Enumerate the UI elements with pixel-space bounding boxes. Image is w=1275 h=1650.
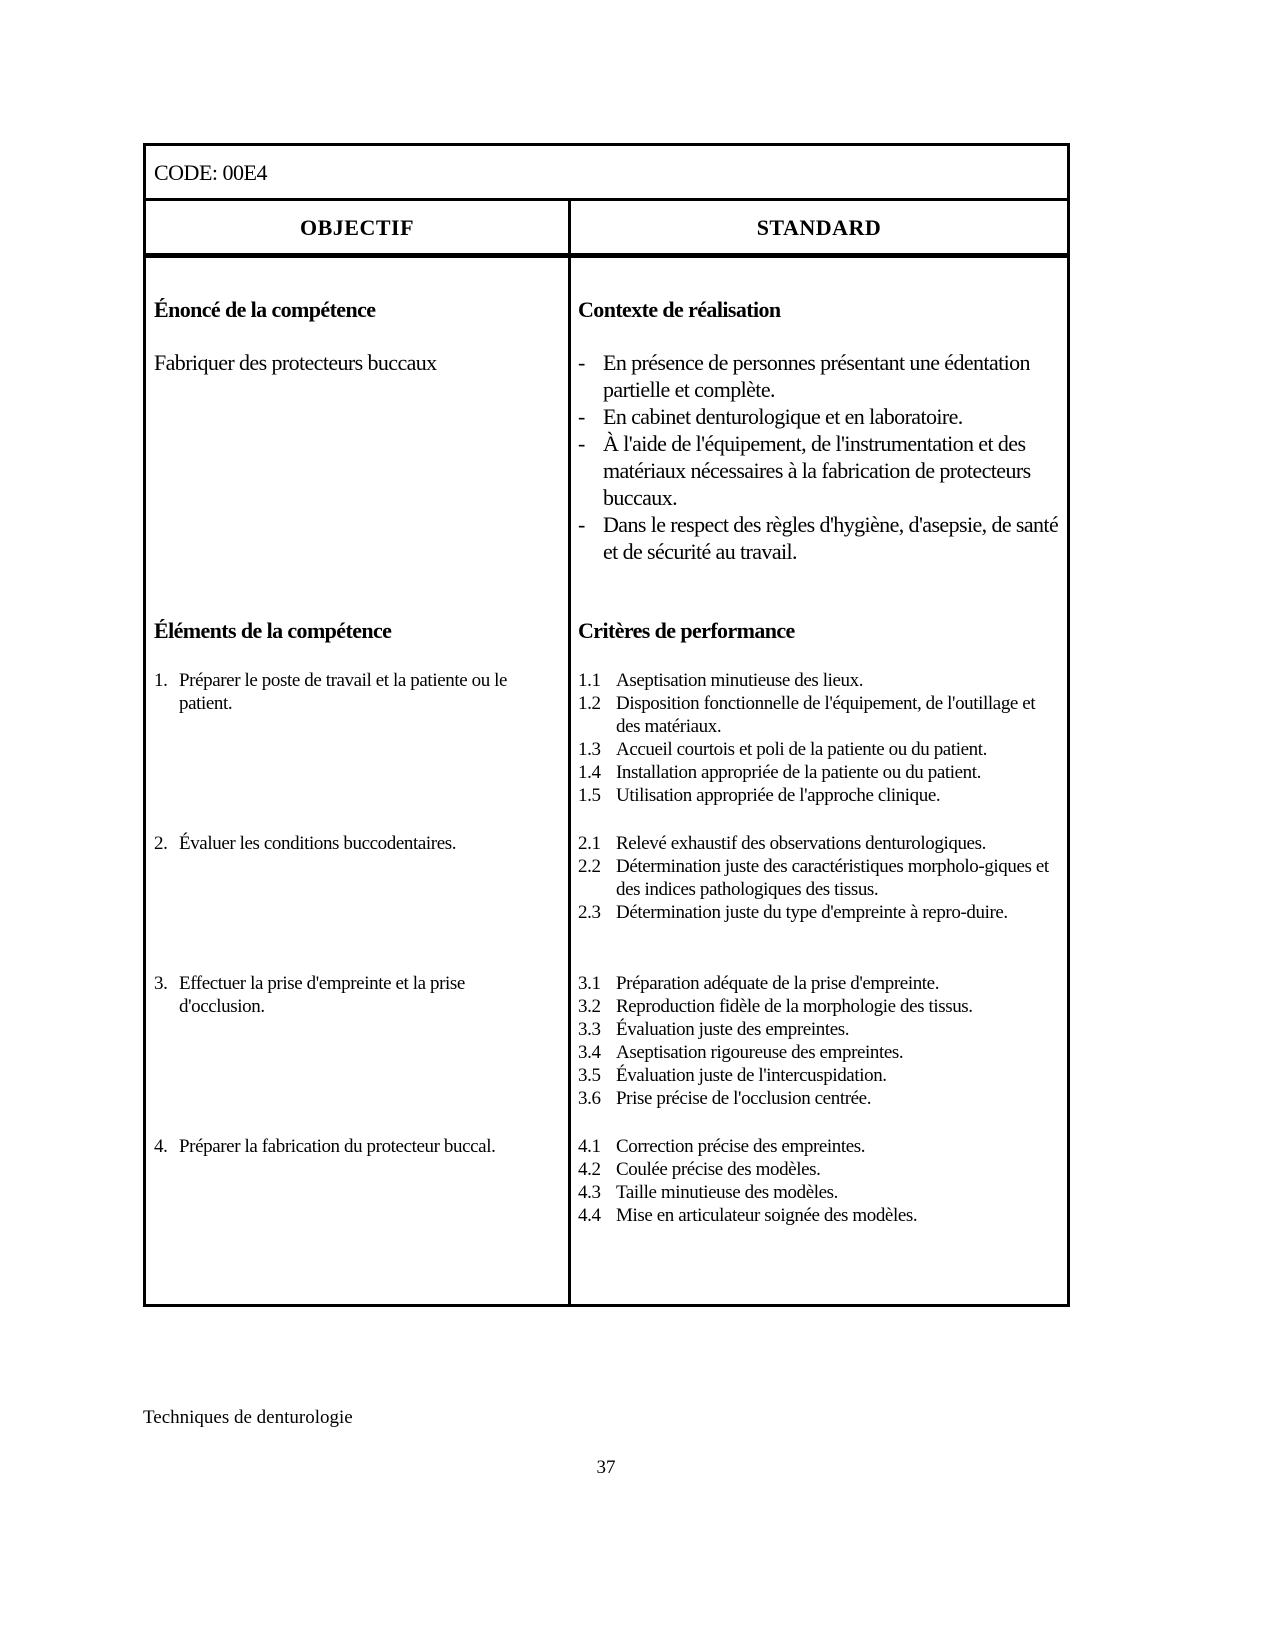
criteres-title: Critères de performance bbox=[578, 618, 795, 643]
criteria-group-3 bbox=[578, 972, 1063, 1110]
criterion: 2.3 Détermination juste du type d'empreinte à repro-duire. bbox=[578, 902, 1008, 923]
code-row bbox=[146, 146, 1067, 201]
criterion: 4.3 Taille minutieuse des modèles. bbox=[578, 1182, 839, 1203]
criterion: 4.4 Mise en articulateur soignée des modèles. bbox=[578, 1205, 918, 1226]
element-4: 4. Préparer la fabrication du protecteur buccal. bbox=[154, 1136, 496, 1157]
criterion: 3.4 Aseptisation rigoureuse des empreintes. bbox=[578, 1042, 904, 1063]
elements-title: Éléments de la compétence bbox=[154, 618, 392, 643]
criterion: 2.1 Relevé exhaustif des observations denturologiques. bbox=[578, 833, 986, 854]
criterion: 3.6 Prise précise de l'occlusion centrée. bbox=[578, 1088, 872, 1109]
enonce-title: Énoncé de la compétence bbox=[154, 297, 376, 322]
criterion: 3.1 Préparation adéquate de la prise d'empreinte. bbox=[578, 973, 940, 994]
criterion: 4.1 Correction précise des empreintes. bbox=[578, 1136, 866, 1157]
criteria-group-2 bbox=[578, 832, 1063, 924]
criterion: 1.5 Utilisation appropriée de l'approche clinique. bbox=[578, 785, 941, 806]
header-standard: STANDARD bbox=[756, 215, 882, 240]
criteria-group-4 bbox=[578, 1135, 1063, 1227]
criteria-group-1 bbox=[578, 669, 1063, 807]
criterion: 2.2 Détermination juste des caractéristiques morpholo-giques et des indices pathologiques des tissus. bbox=[578, 856, 1049, 900]
contexte-title: Contexte de réalisation bbox=[578, 297, 781, 322]
contexte-item: - En cabinet denturologique et en laboratoire. bbox=[578, 404, 963, 429]
header-row bbox=[146, 201, 1067, 258]
criterion: 1.2 Disposition fonctionnelle de l'équipement, de l'outillage et des matériaux. bbox=[578, 693, 1036, 737]
element-3: 3. Effectuer la prise d'empreinte et la prise d'occlusion. bbox=[154, 973, 465, 1017]
competency-table bbox=[143, 143, 1070, 1307]
criterion: 3.2 Reproduction fidèle de la morphologie des tissus. bbox=[578, 996, 973, 1017]
page-number: 37 bbox=[596, 1457, 616, 1478]
criterion: 1.1 Aseptisation minutieuse des lieux. bbox=[578, 670, 864, 691]
contexte-item: - En présence de personnes présentant une édentation partielle et complète. bbox=[578, 350, 1030, 402]
code-label: CODE: 00E4 bbox=[154, 160, 267, 185]
footer-program: Techniques de denturologie bbox=[143, 1407, 353, 1428]
element-1: 1. Préparer le poste de travail et la patiente ou le patient. bbox=[154, 670, 508, 714]
criterion: 3.5 Évaluation juste de l'intercuspidation. bbox=[578, 1065, 887, 1086]
criterion: 1.4 Installation appropriée de la patiente ou du patient. bbox=[578, 762, 981, 783]
column-divider bbox=[568, 201, 571, 1304]
contexte-list bbox=[578, 349, 1063, 565]
criterion: 3.3 Évaluation juste des empreintes. bbox=[578, 1019, 850, 1040]
contexte-item: - À l'aide de l'équipement, de l'instrumentation et des matériaux nécessaires à la fabrication de protecteurs buccaux. bbox=[578, 431, 1031, 510]
contexte-item: - Dans le respect des règles d'hygiène, d'asepsie, de santé et de sécurité au travail. bbox=[578, 512, 1059, 564]
enonce-text: Fabriquer des protecteurs buccaux bbox=[154, 350, 437, 375]
element-2: 2. Évaluer les conditions buccodentaires. bbox=[154, 833, 457, 854]
criterion: 1.3 Accueil courtois et poli de la patiente ou du patient. bbox=[578, 739, 987, 760]
header-objectif: OBJECTIF bbox=[299, 215, 415, 240]
criterion: 4.2 Coulée précise des modèles. bbox=[578, 1159, 821, 1180]
